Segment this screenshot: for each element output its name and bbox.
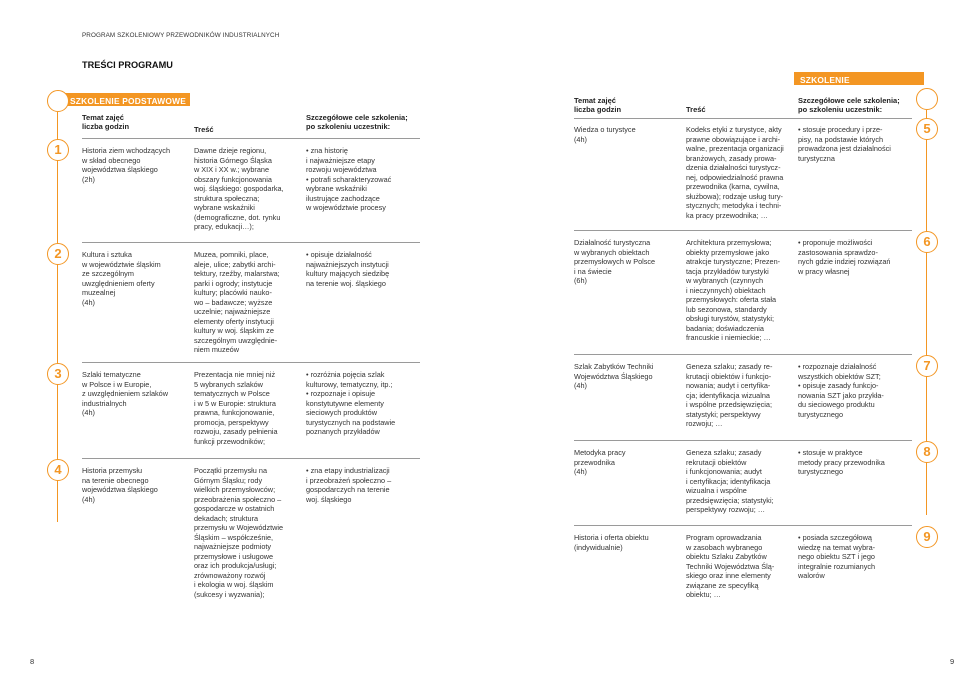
row-number: 7: [923, 358, 931, 373]
topic-line: (4h): [82, 297, 95, 307]
left-content-header: Treść: [194, 125, 214, 134]
row-separator: [82, 362, 420, 363]
row-separator: [82, 458, 420, 459]
topic-line: w skład obecnego: [82, 155, 141, 165]
goals-line: • opisuje zasady funkcjo-: [798, 381, 879, 390]
topic-line: (6h): [574, 276, 587, 285]
topic-line: Wiedza o turystyce: [574, 125, 636, 134]
goals-line: • opisuje działalność: [306, 250, 372, 259]
row-topic-cell: [574, 362, 653, 391]
row-goals-cell: [798, 238, 890, 276]
topic-line: województwa śląskiego: [82, 485, 158, 494]
goals-line: ilustrujące zachodzące: [306, 193, 380, 203]
goals-line: pisy, na podstawie których: [798, 134, 884, 144]
row-content-cell: [686, 448, 774, 515]
goals-line: metody pracy przewodnika: [798, 457, 885, 467]
content-line: stycznych; metodyka i techni-: [686, 201, 782, 210]
topic-line: przewodnika: [574, 457, 615, 467]
goals-line: kultury mających siedzibę: [306, 269, 390, 278]
topic-line: (4h): [574, 467, 587, 476]
section-title: TREŚCI PROGRAMU: [82, 60, 173, 70]
row-goals-cell: [798, 125, 891, 163]
content-line: prawne obowiązujące i archi-: [686, 134, 781, 144]
content-line: Dawne dzieje regionu,: [194, 146, 267, 155]
goals-line: nego obiektu SZT i jego: [798, 552, 875, 561]
topic-line: z uwzględnieniem szlaków: [82, 389, 168, 398]
topic-line: i na świecie: [574, 266, 612, 276]
topic-line: muzealnej: [82, 288, 116, 297]
content-line: Program oprowadzania: [686, 533, 762, 542]
content-line: przemysłowych: oferta stała: [686, 295, 777, 304]
topic-line: (indywidualnie): [574, 542, 623, 552]
content-line: parki i ogrody; instytucje: [194, 278, 273, 288]
content-line: przemysłowe i usługowe: [194, 551, 274, 561]
content-line: Techniki Województwa Ślą-: [686, 561, 775, 571]
row-content-cell: [194, 250, 280, 355]
content-line: tektury, rzeźby, malarstwa;: [194, 269, 280, 278]
row-separator: [574, 525, 912, 526]
right-goals-header: Szczegółowe cele szkolenia; po szkoleniu uczestnik:: [798, 96, 900, 114]
right-topic-header: Temat zajęć liczba godzin: [574, 96, 622, 114]
content-line: Prezentacja nie mniej niż: [194, 370, 276, 379]
topic-line: (4h): [574, 134, 587, 144]
row-topic-cell: [574, 125, 636, 144]
goals-line: • proponuje możliwości: [798, 238, 873, 247]
content-line: i certyfikacja; identyfikacja: [686, 476, 771, 486]
content-line: branżowych, zasady prowa-: [686, 153, 777, 163]
topic-line: industrialnych: [82, 398, 127, 408]
content-line: promocja, perspektywy: [194, 417, 269, 427]
content-line: służbowa); rodzaje usług tury-: [686, 191, 783, 201]
topic-line: Województwa Śląskiego: [574, 371, 653, 381]
content-line: Geneza szlaku; zasady re-: [686, 362, 773, 371]
topic-line: (2h): [82, 174, 95, 184]
content-line: związane ze specyfiką: [686, 580, 759, 590]
goals-line: nych gdzie indziej rozwiązań: [798, 257, 891, 266]
goals-line: • zna etapy industrializacji: [306, 466, 390, 475]
content-line: woj. śląskiego: gospodarka,: [194, 184, 284, 193]
row-separator: [574, 440, 912, 441]
topic-line: przemysłowych w Polsce: [574, 257, 656, 266]
topic-line: ze szczególnym: [82, 269, 134, 278]
row-goals-cell: [798, 362, 884, 419]
row-topic-cell: [574, 238, 655, 286]
goals-line: walorów: [798, 571, 825, 580]
goals-line: gospodarczych na terenie: [306, 485, 390, 494]
content-line: Górnym Śląsku; rody: [194, 475, 263, 485]
content-line: przewodnika (karna, cywilna,: [686, 182, 780, 191]
goals-line: du sieciowego produktu: [798, 400, 875, 409]
content-line: szczególnym uwzględnie-: [194, 335, 278, 345]
topic-line: (4h): [82, 494, 95, 504]
content-line: Początki przemysłu na: [194, 466, 267, 475]
row-topic-cell: [82, 146, 170, 184]
content-line: dekadach; struktura: [194, 513, 259, 523]
row-topic-cell: [82, 370, 168, 418]
goals-line: • rozróżnia pojęcia szlak: [306, 370, 385, 379]
content-line: Architektura przemysłowa;: [686, 238, 772, 247]
content-line: funkcji przewodników;: [194, 436, 265, 446]
row-content-cell: [194, 466, 283, 599]
content-line: rozwoju; …: [686, 419, 723, 428]
content-line: wo – badawcze; wyższe: [194, 297, 273, 307]
row-number: 9: [923, 529, 931, 544]
goals-line: w województwie procesy: [306, 203, 386, 212]
content-line: cja; identyfikacja wizualna: [686, 390, 770, 400]
program-title: PROGRAM SZKOLENIOWY PRZEWODNIKÓW INDUSTRIALNYCH: [82, 32, 280, 39]
goals-line: wszystkich obiektów SZT;: [798, 371, 881, 381]
right-page: [480, 0, 960, 699]
content-line: najważniejsze podmioty: [194, 542, 272, 551]
row-goals-cell: [306, 250, 389, 288]
content-line: ka pracy przewodnika; …: [686, 210, 768, 220]
content-line: kultury; placówki nauko-: [194, 288, 272, 297]
content-line: tacja przykładów turystyki: [686, 266, 769, 276]
row-number: 6: [923, 234, 931, 249]
goals-line: • stosuje procedury i prze-: [798, 125, 883, 134]
content-line: lub sezonowa, standardy: [686, 304, 767, 314]
content-line: prawna, funkcjonowanie,: [194, 408, 275, 417]
content-line: gospodarcze w ostatnich: [194, 504, 275, 513]
left-header-rule: [82, 138, 420, 139]
row-content-cell: [194, 370, 278, 446]
topic-line: Kultura i sztuka: [82, 250, 132, 259]
right-header-rule: [574, 118, 912, 119]
content-line: Muzea, pomniki, place,: [194, 250, 269, 259]
row-goals-cell: [798, 533, 875, 581]
page-number-right: 9: [950, 657, 955, 666]
content-line: (sukcesy i wyzwania);: [194, 589, 265, 599]
topic-line: Historia przemysłu: [82, 466, 143, 475]
content-line: Śląskim – współcześnie,: [194, 532, 274, 542]
goals-line: integralnie rozumianych: [798, 561, 876, 571]
row-content-cell: [686, 238, 780, 343]
row-content-cell: [194, 146, 284, 232]
row-number: 2: [54, 246, 62, 261]
goals-line: i przeobrażeń społeczno –: [306, 475, 392, 485]
goals-line: konstytutywne elementy: [306, 398, 384, 408]
topic-line: w Polsce i w Europie,: [82, 379, 152, 389]
content-line: (demograficzne, dot. rynku: [194, 212, 281, 222]
goals-line: turystycznych na podstawie: [306, 417, 396, 427]
row-separator: [574, 230, 912, 231]
content-line: Geneza szlaku; zasady: [686, 448, 762, 457]
content-line: uczelnie; najważniejsze: [194, 307, 271, 316]
goals-line: najważniejszych instytucji: [306, 259, 389, 269]
goals-line: rozwoju województwa: [306, 165, 377, 174]
content-line: Kodeks etyki z turystyce, akty: [686, 125, 782, 134]
goals-line: turystycznego: [798, 467, 844, 476]
row-separator: [82, 242, 420, 243]
content-line: atrakcje turystyczne; Prezen-: [686, 257, 781, 266]
goals-line: • stosuje w praktyce: [798, 448, 863, 457]
goals-line: nowania SZT jako przykła-: [798, 390, 884, 400]
specialist-training-banner: SZKOLENIE SPECJALISTYCZNE: [794, 72, 924, 85]
content-line: w XIX i XX w.; wybrane: [194, 165, 270, 174]
row-goals-cell: [798, 448, 885, 477]
content-line: aleje, ulice; zabytki archi-: [194, 259, 276, 269]
topic-line: (4h): [574, 381, 587, 390]
row-goals-cell: [306, 466, 391, 504]
content-line: francuskie i niemieckie; …: [686, 333, 771, 342]
goals-line: i najważniejsze etapy: [306, 155, 375, 165]
content-line: i wspólne przedsięwzięcia;: [686, 400, 772, 409]
content-line: w wybranych (czynnych: [686, 276, 764, 285]
content-line: i nieczynnych) obiektach: [686, 285, 766, 295]
row-number: 3: [54, 366, 62, 381]
content-line: wizualna i wspólne: [686, 486, 747, 495]
topic-line: na terenie obecnego: [82, 475, 149, 485]
content-line: kultury w woj. śląskim ze: [194, 326, 274, 335]
content-line: przemysłu w Województwie: [194, 523, 284, 532]
row-content-cell: [686, 125, 784, 220]
content-line: obiektu Szlaku Zabytków: [686, 552, 767, 561]
topic-line: (4h): [82, 408, 95, 417]
goals-line: • potrafi scharakteryzować: [306, 174, 392, 184]
row-topic-cell: [574, 533, 649, 552]
content-line: obszary funkcjonowania: [194, 174, 272, 184]
content-line: statystyki; perspektywy: [686, 409, 761, 419]
goals-line: prowadzona jest działalności: [798, 144, 891, 153]
goals-line: • posiada szczegółową: [798, 533, 872, 542]
content-line: krutacji obiektów i funkcjo-: [686, 371, 772, 381]
row-topic-cell: [574, 448, 626, 477]
goals-line: kulturowy, tematyczny, itp.;: [306, 379, 393, 389]
row-number: 1: [54, 142, 62, 157]
content-line: pracy, edukacji…);: [194, 222, 254, 231]
goals-line: wiedzę na temat wybra-: [798, 542, 876, 552]
content-line: nej, odpowiedzialność prawna: [686, 172, 784, 182]
row-content-cell: [686, 533, 774, 600]
content-line: obsługi turystów, statystyki;: [686, 314, 775, 323]
left-goals-header: Szczegółowe cele szkolenia; po szkoleniu uczestnik:: [306, 113, 408, 131]
content-line: niem muzeów: [194, 345, 240, 354]
content-line: perspektywy rozwoju; …: [686, 505, 766, 514]
goals-line: turystycznego: [798, 409, 844, 419]
left-topic-header: Temat zajęć liczba godzin: [82, 113, 130, 131]
content-line: obiekty przemysłowe jako: [686, 247, 770, 257]
content-line: walne, prezentacja organizacji: [686, 144, 784, 153]
goals-line: zastosowania sprawdzo-: [798, 247, 878, 257]
row-goals-cell: [306, 370, 395, 437]
page-number-left: 8: [30, 657, 35, 666]
content-line: rekrutacji obiektów: [686, 457, 747, 467]
content-line: w zasobach wybranego: [686, 542, 763, 552]
goals-line: poznanych przykładów: [306, 427, 380, 436]
content-line: rozwoju, zasady pełnienia: [194, 427, 278, 436]
content-line: tematycznych w Polsce: [194, 389, 270, 398]
topic-line: w województwie śląskim: [82, 259, 161, 269]
row-number: 4: [54, 462, 62, 477]
row-number: 8: [923, 444, 931, 459]
topic-line: Historia ziem wchodzących: [82, 146, 170, 155]
goals-line: woj. śląskiego: [306, 494, 352, 504]
row-number: 5: [923, 121, 931, 136]
topic-line: Historia i oferta obiektu: [574, 533, 649, 542]
goals-line: turystyczna: [798, 153, 835, 163]
topic-line: uwzględnieniem oferty: [82, 278, 155, 288]
content-line: elementy oferty instytucji: [194, 316, 274, 326]
topic-line: w wybranych obiektach: [574, 247, 650, 257]
right-content-header: Treść: [686, 105, 706, 114]
goals-line: • zna historię: [306, 146, 348, 155]
row-topic-cell: [82, 250, 161, 307]
content-line: 5 wybranych szlaków: [194, 379, 263, 389]
row-separator: [574, 354, 912, 355]
content-line: skiego oraz inne elementy: [686, 571, 771, 580]
content-line: dzenia działalności turystycz-: [686, 163, 781, 172]
content-line: i w 5 w Europie: struktura: [194, 398, 276, 408]
corner-circle-right: [916, 88, 938, 110]
content-line: nowania; audyt i certyfika-: [686, 381, 771, 390]
row-goals-cell: [306, 146, 391, 213]
topic-line: Metodyka pracy: [574, 448, 626, 457]
content-line: struktura społeczna;: [194, 193, 260, 203]
goals-line: sieciowych produktów: [306, 408, 377, 417]
goals-line: wybrane wskaźniki: [306, 184, 367, 193]
topic-line: Szlaki tematyczne: [82, 370, 141, 379]
topic-line: Działalność turystyczna: [574, 238, 651, 247]
content-line: obiektu; …: [686, 590, 721, 599]
goals-line: • rozpoznaje działalność: [798, 362, 877, 371]
goals-line: na terenie woj. śląskiego: [306, 278, 386, 288]
row-content-cell: [686, 362, 772, 429]
content-line: oraz ich produkcja/usługi;: [194, 561, 277, 570]
content-line: historia Górnego Śląska: [194, 155, 272, 165]
content-line: badania; doświadczenia: [686, 323, 764, 333]
row-topic-cell: [82, 466, 158, 504]
corner-circle-left: [47, 90, 69, 112]
goals-line: • rozpoznaje i opisuje: [306, 389, 376, 398]
content-line: wielkich przemysłowców;: [194, 485, 276, 494]
content-line: i ekologia w woj. śląskim: [194, 580, 274, 589]
content-line: zrównoważony rozwój: [194, 570, 266, 580]
topic-line: województwa śląskiego: [82, 165, 158, 174]
basic-training-banner: SZKOLENIE PODSTAWOWE: [60, 93, 190, 106]
topic-line: Szlak Zabytków Techniki: [574, 362, 654, 371]
content-line: przeobrażenia społeczno –: [194, 494, 282, 504]
content-line: i funkcjonowania; audyt: [686, 467, 762, 476]
content-line: przedsięwzięcia; statystyki;: [686, 495, 774, 505]
goals-line: w pracy własnej: [798, 266, 850, 276]
content-line: wybrane wskaźniki: [194, 203, 255, 212]
